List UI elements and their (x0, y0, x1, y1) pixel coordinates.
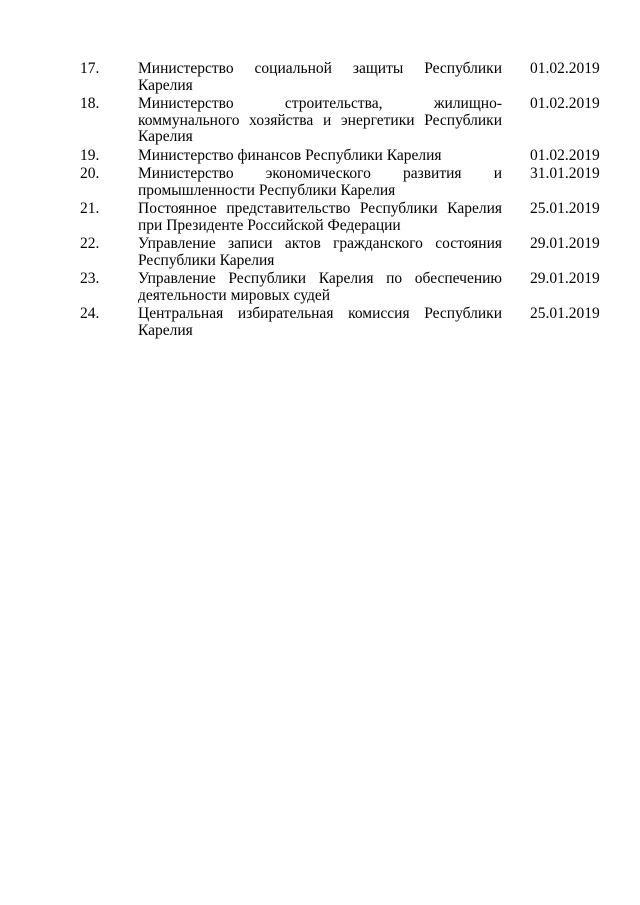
row-date: 25.01.2019 (530, 200, 600, 217)
organization-name: Министерство экономического развития и промышленности Республики Карелия (138, 165, 502, 199)
organization-name: Постоянное представительство Республики Карелия при Президенте Российской Федерации (138, 200, 502, 234)
row-number: 17. (80, 60, 100, 77)
table-row (80, 201, 628, 236)
organization-name: Министерство финансов Республики Карелия (138, 146, 442, 164)
row-number: 24. (80, 305, 100, 322)
row-date: 01.02.2019 (530, 95, 600, 112)
organizations-table (80, 61, 628, 341)
organization-name: Министерство социальной защиты Республики Карелия (138, 60, 502, 94)
organization-name: Министерство строительства, жилищно-коммунального хозяйства и энергетики Республики Карелия (138, 95, 502, 145)
organization-name: Центральная избирательная комиссия Республики Карелия (138, 305, 502, 339)
organization-name: Управление Республики Карелия по обеспечению деятельности мировых судей (138, 270, 502, 304)
table-row (80, 306, 628, 341)
table-row (80, 236, 628, 271)
row-number: 18. (80, 95, 100, 112)
row-date: 01.02.2019 (530, 60, 600, 77)
table-row (80, 96, 628, 148)
table-row (80, 271, 628, 306)
row-date: 29.01.2019 (530, 270, 600, 287)
table-row (80, 61, 628, 96)
row-number: 21. (80, 200, 100, 217)
row-number: 22. (80, 235, 100, 252)
row-number: 20. (80, 165, 100, 182)
table-row (80, 148, 628, 167)
organization-name: Управление записи актов гражданского состояния Республики Карелия (138, 235, 502, 269)
row-date: 29.01.2019 (530, 235, 600, 252)
row-date: 31.01.2019 (530, 165, 600, 182)
row-number: 23. (80, 270, 100, 287)
row-number: 19. (80, 146, 100, 164)
table-row (80, 166, 628, 201)
row-date: 25.01.2019 (530, 305, 600, 322)
row-date: 01.02.2019 (530, 146, 600, 164)
